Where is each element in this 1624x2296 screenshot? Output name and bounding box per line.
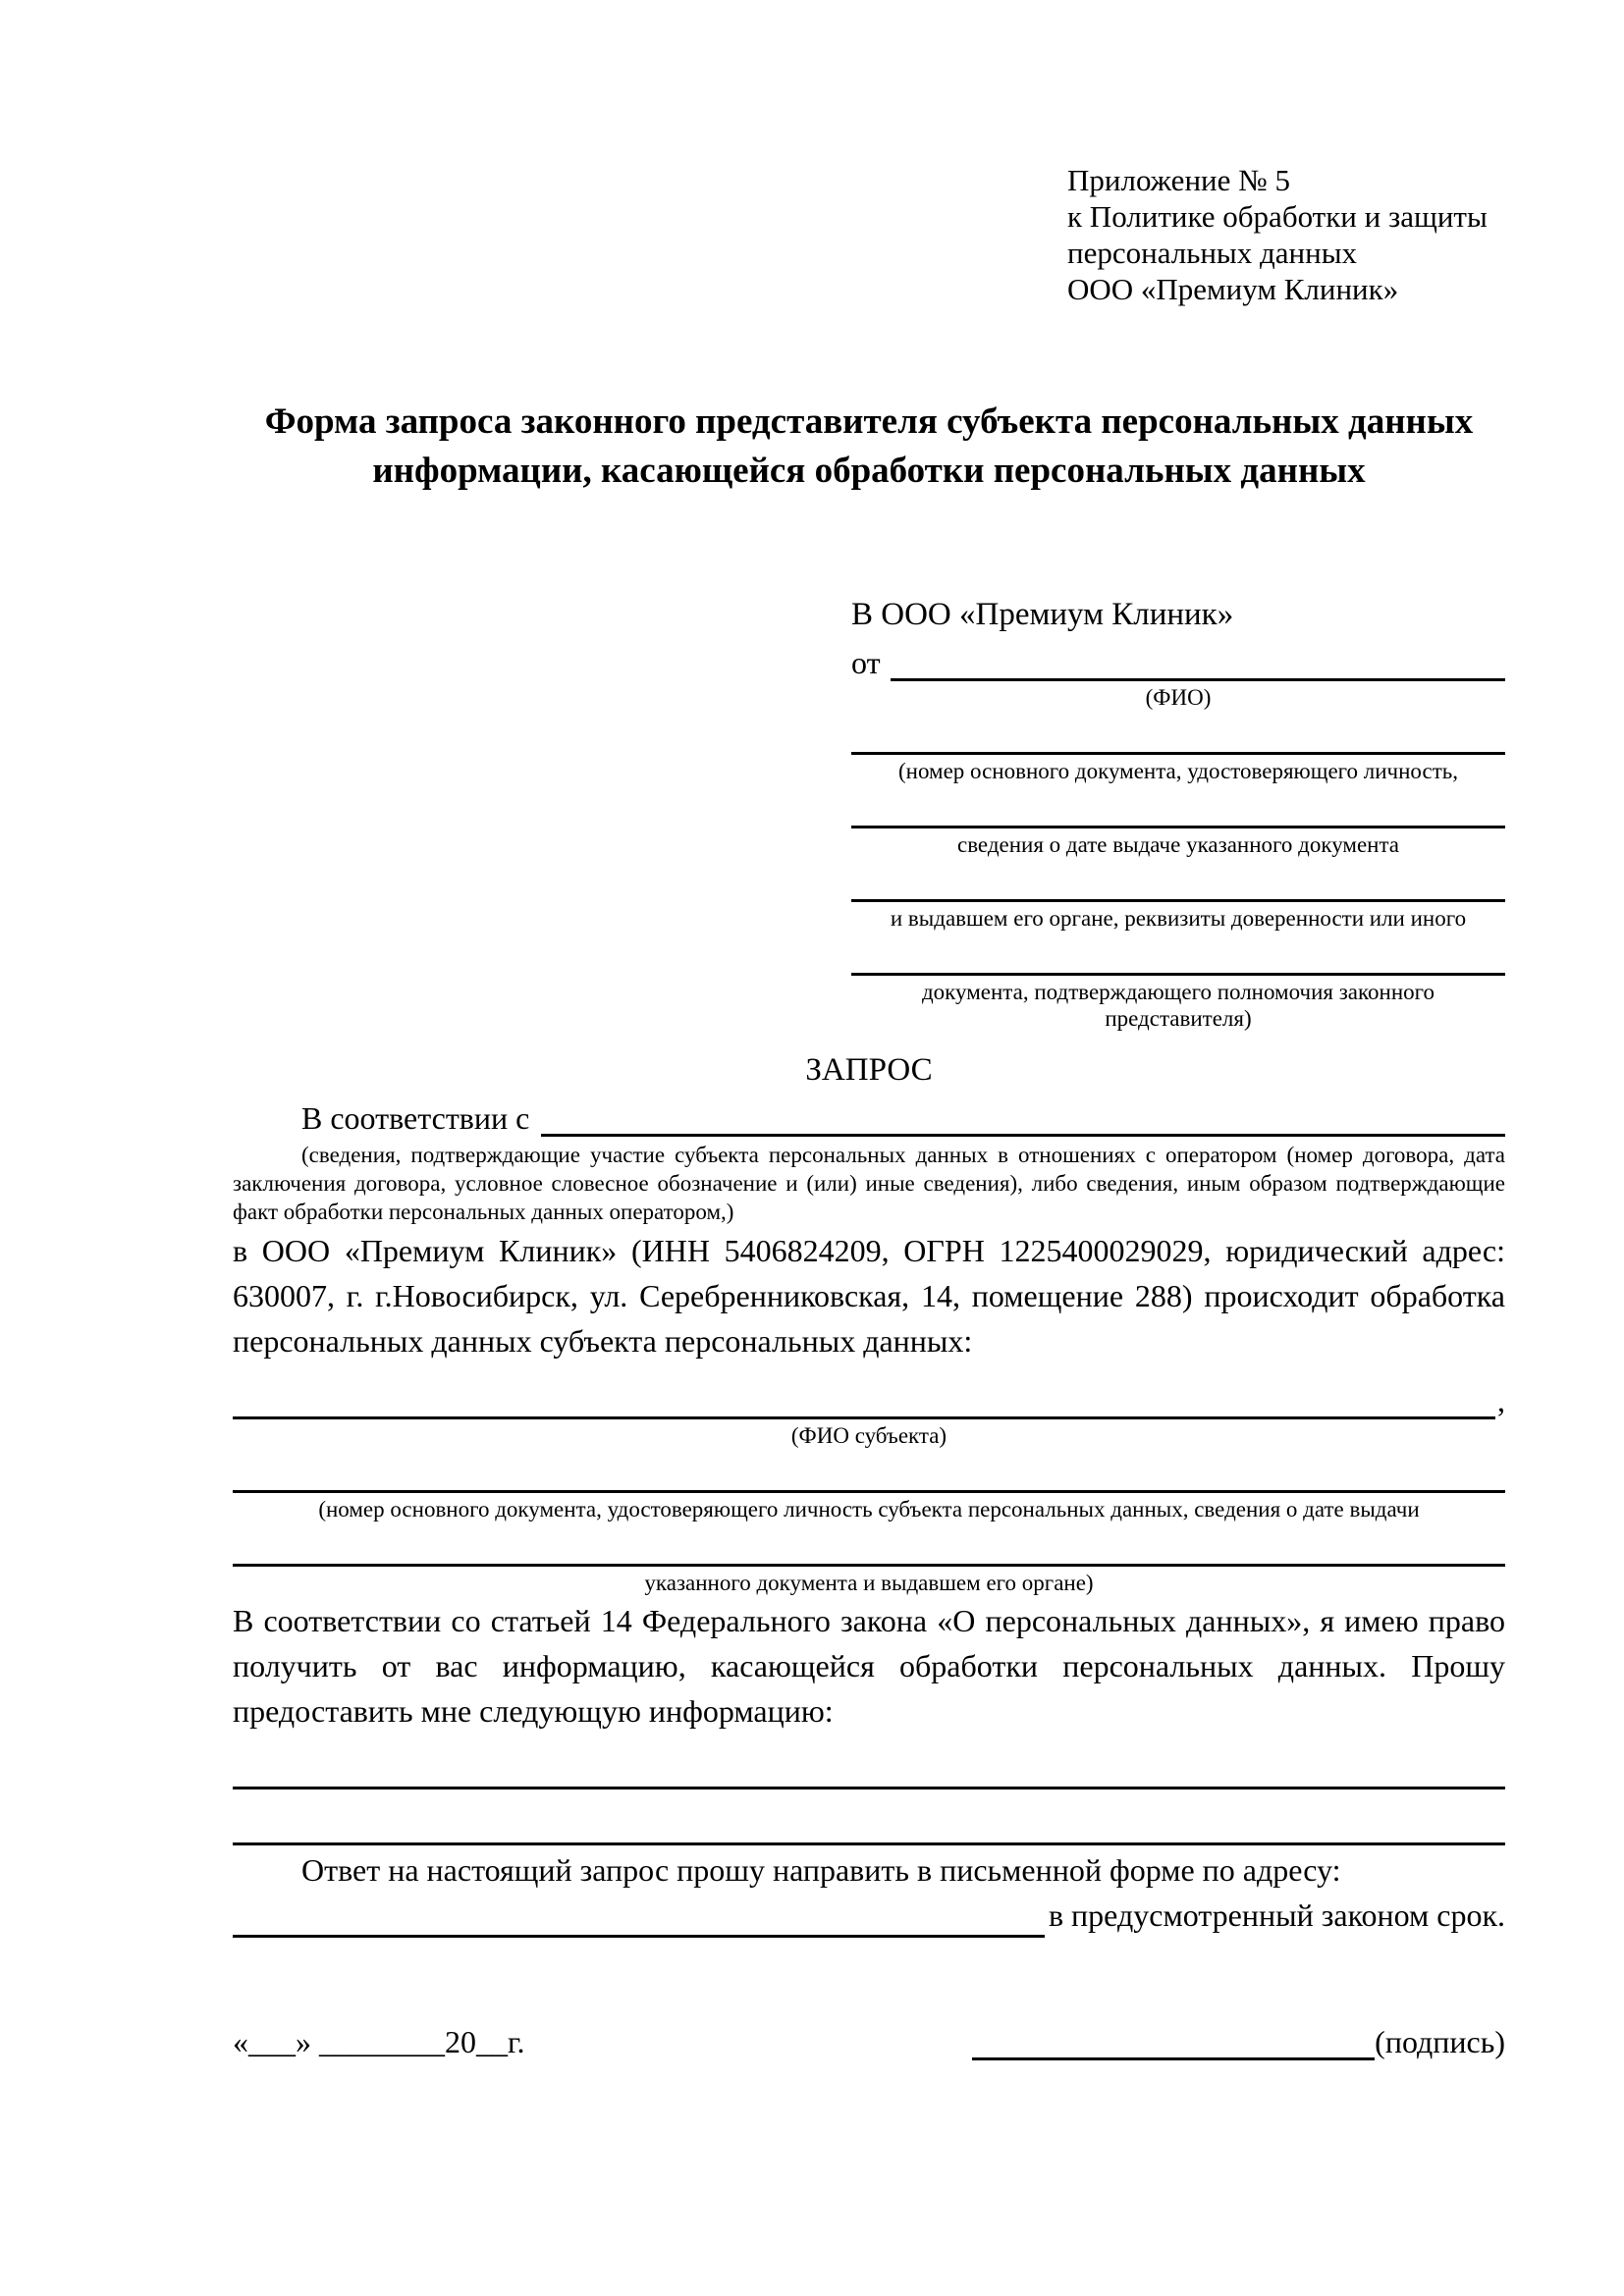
appendix-header-line: ООО «Премиум Клиник» <box>1067 272 1399 306</box>
field-caption: документа, подтверждающего полномочия законного представителя) <box>921 980 1435 1031</box>
authority-document-blank-line <box>851 932 1505 976</box>
signature-blank-line <box>972 2022 1375 2060</box>
accordance-caption: (сведения, подтверждающие участие субъекта персональных данных в отношениях с оператором (номер договора, дата заключения договора, условное словесное обозначение и (или) иные сведения), либо сведения, иным образом подтверждающие факт обработки персональных данных оператором,) <box>233 1143 1505 1224</box>
subject-fio-row <box>233 1379 1505 1419</box>
information-blank-line2 <box>233 1789 1505 1845</box>
document-title <box>233 398 1505 496</box>
date-line: «___» ________20__г. <box>233 2024 525 2059</box>
reply-tail: в предусмотренный законом срок. <box>1048 1897 1505 1933</box>
reply-paragraph: Ответ на настоящий запрос прошу направить в письменной форме по адресу: <box>301 1852 1341 1888</box>
footer-row <box>233 2022 1505 2060</box>
law-paragraph: В соответствии со статьей 14 Федерального закона «О персональных данных», я имею право получить от вас информацию, касающейся обработки персональных данных. Прошу предоставить мне следующую информацию: <box>233 1603 1505 1729</box>
subject-document-blank-line <box>233 1449 1505 1493</box>
accordance-label: В соответствии с <box>301 1100 530 1136</box>
subject-fio-caption: (ФИО субъекта) <box>790 1423 947 1448</box>
fio-caption: (ФИО) <box>1145 685 1212 710</box>
field-caption: сведения о дате выдаче указанного документа <box>956 832 1400 857</box>
reply-address-blank-line <box>233 1899 1045 1938</box>
document-title-line1: Форма запроса законного представителя субъекта персональных данных <box>264 401 1474 442</box>
information-blank-line <box>233 1734 1505 1789</box>
subject-document-blank-line2 <box>233 1522 1505 1567</box>
appendix-header-line: Приложение № 5 <box>1067 163 1290 197</box>
appendix-header-line: персональных данных <box>1067 236 1358 270</box>
signature-part <box>972 2022 1505 2060</box>
fio-blank-line <box>891 645 1505 681</box>
signature-caption: (подпись) <box>1375 2024 1505 2059</box>
issuing-authority-blank-line <box>851 858 1505 902</box>
trailing-comma: , <box>1497 1383 1505 1418</box>
field-caption: и выдавшем его органе, реквизиты доверенности или иного <box>890 906 1467 931</box>
from-row <box>851 645 1505 681</box>
from-label: от <box>851 645 881 680</box>
request-heading: ЗАПРОС <box>805 1052 933 1088</box>
document-title-line2: информации, касающейся обработки персональных данных <box>372 451 1366 491</box>
appendix-header-line: к Политике обработки и защиты <box>1067 199 1488 234</box>
reply-address-row <box>233 1893 1505 1938</box>
accordance-blank-line <box>541 1098 1505 1137</box>
subject-fio-blank-line <box>233 1379 1495 1419</box>
subject-document-caption: (номер основного документа, удостоверяющего личность субъекта персональных данных, сведения о дате выдачи <box>318 1497 1420 1522</box>
document-number-blank-line <box>851 711 1505 755</box>
addressee-to: В ООО «Премиум Клиник» <box>851 597 1234 632</box>
accordance-row <box>233 1098 1505 1137</box>
issue-date-blank-line <box>851 784 1505 828</box>
operator-paragraph: в ООО «Премиум Клиник» (ИНН 5406824209, ОГРН 1225400029029, юридический адрес: 630007, г. г.Новосибирск, ул. Серебренниковская, 14, помещение 288) происходит обработка персональных данных субъекта персональных данных: <box>233 1233 1505 1359</box>
field-caption: (номер основного документа, удостоверяющего личность, <box>897 759 1458 783</box>
addressee-block <box>851 594 1505 1032</box>
appendix-header <box>1067 162 1505 307</box>
subject-document-caption2: указанного документа и выдавшем его органе) <box>644 1571 1094 1595</box>
